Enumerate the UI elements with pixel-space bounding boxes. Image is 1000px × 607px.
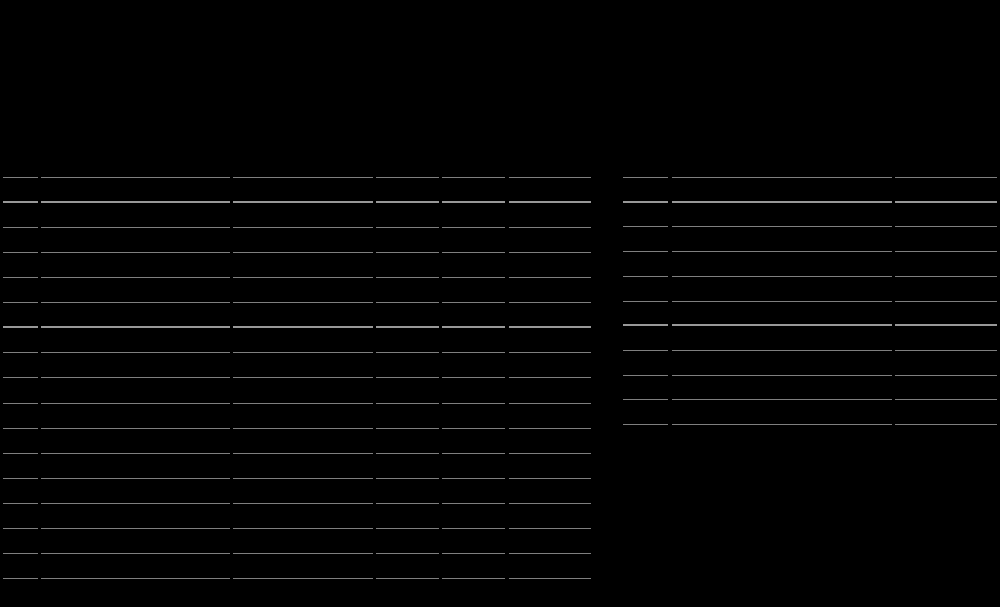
table-rule-segment [233, 277, 373, 278]
table-rule-segment [41, 503, 230, 504]
table-rule-segment [3, 252, 38, 253]
table-rule-segment [623, 324, 668, 326]
table-rule-segment [442, 326, 505, 328]
table-rule-segment [233, 428, 373, 429]
table-rule-segment [376, 377, 439, 378]
table-rule-segment [895, 251, 997, 252]
table-rule-segment [442, 478, 505, 479]
table-rule-segment [895, 177, 997, 178]
table-rule-segment [509, 252, 591, 253]
table-rule-segment [233, 377, 373, 378]
table-rule-segment [623, 399, 668, 400]
table-rule-segment [41, 578, 230, 579]
table-rule-segment [442, 177, 505, 178]
table-rule-segment [442, 352, 505, 353]
table-rule-segment [3, 528, 38, 529]
table-rule-segment [233, 578, 373, 579]
table-rule-segment [623, 201, 668, 203]
table-rule-segment [233, 201, 373, 203]
table-rule-segment [41, 227, 230, 228]
table-rule-segment [509, 277, 591, 278]
table-rule-segment [41, 478, 230, 479]
table-rule-segment [3, 302, 38, 303]
table-rule-segment [509, 352, 591, 353]
table-rule-segment [41, 302, 230, 303]
table-rule-segment [672, 301, 892, 302]
table-rule-segment [672, 276, 892, 277]
table-rule-segment [442, 453, 505, 454]
table-rule-segment [895, 375, 997, 376]
table-rule-segment [233, 453, 373, 454]
table-rule-segment [442, 553, 505, 554]
table-rule-segment [623, 251, 668, 252]
table-rule-segment [233, 553, 373, 554]
table-rule-segment [233, 528, 373, 529]
table-rule-segment [41, 453, 230, 454]
table-rule-segment [3, 503, 38, 504]
table-rule-segment [509, 553, 591, 554]
table-rule-segment [376, 177, 439, 178]
table-rule-segment [3, 428, 38, 429]
table-rule-segment [41, 352, 230, 353]
table-rule-segment [442, 227, 505, 228]
table-rule-segment [672, 424, 892, 425]
table-rule-segment [623, 276, 668, 277]
table-rule-segment [672, 399, 892, 400]
table-rule-segment [376, 453, 439, 454]
table-rule-segment [895, 276, 997, 277]
table-rule-segment [672, 350, 892, 351]
table-rule-segment [509, 201, 591, 203]
table-rule-segment [376, 428, 439, 429]
table-rule-segment [509, 227, 591, 228]
table-rule-segment [3, 352, 38, 353]
table-rule-segment [442, 377, 505, 378]
table-rule-segment [3, 553, 38, 554]
table-rule-segment [3, 326, 38, 328]
table-rule-segment [376, 503, 439, 504]
table-rule-segment [376, 352, 439, 353]
table-rule-segment [509, 428, 591, 429]
table-rule-segment [442, 277, 505, 278]
table-rule-segment [3, 177, 38, 178]
table-rule-segment [3, 403, 38, 404]
table-rule-segment [623, 226, 668, 227]
table-rule-segment [895, 424, 997, 425]
table-rule-segment [623, 424, 668, 425]
table-rule-segment [623, 375, 668, 376]
table-rule-segment [376, 302, 439, 303]
table-rule-segment [672, 226, 892, 227]
table-rule-segment [233, 302, 373, 303]
table-rule-segment [41, 326, 230, 328]
table-rule-segment [623, 177, 668, 178]
table-rule-segment [895, 201, 997, 203]
table-rule-segment [41, 377, 230, 378]
table-rule-segment [41, 553, 230, 554]
table-rule-segment [233, 352, 373, 353]
table-rule-segment [41, 528, 230, 529]
table-rule-segment [41, 277, 230, 278]
table-rule-segment [3, 478, 38, 479]
table-rule-segment [509, 403, 591, 404]
table-rule-segment [376, 277, 439, 278]
table-rule-segment [233, 227, 373, 228]
table-rule-segment [376, 403, 439, 404]
table-rule-segment [376, 528, 439, 529]
table-rule-segment [376, 326, 439, 328]
table-rule-segment [442, 302, 505, 303]
table-rule-segment [509, 578, 591, 579]
table-rule-segment [41, 177, 230, 178]
table-rule-segment [376, 201, 439, 203]
table-rule-segment [509, 377, 591, 378]
table-rule-segment [672, 201, 892, 203]
table-rule-segment [442, 252, 505, 253]
table-rule-segment [3, 578, 38, 579]
table-rule-segment [672, 251, 892, 252]
table-rule-segment [376, 252, 439, 253]
table-rule-segment [233, 252, 373, 253]
table-rule-segment [233, 478, 373, 479]
table-rule-segment [376, 478, 439, 479]
table-rule-segment [623, 301, 668, 302]
table-rule-segment [895, 399, 997, 400]
table-rule-segment [442, 578, 505, 579]
table-rule-segment [233, 326, 373, 328]
table-rule-segment [3, 277, 38, 278]
table-rule-segment [623, 350, 668, 351]
table-rule-segment [233, 503, 373, 504]
table-rule-segment [895, 324, 997, 326]
table-rule-segment [509, 528, 591, 529]
table-rule-segment [509, 177, 591, 178]
table-rule-segment [3, 227, 38, 228]
table-rule-segment [442, 428, 505, 429]
table-rule-segment [442, 528, 505, 529]
table-rule-segment [509, 453, 591, 454]
table-rule-segment [509, 503, 591, 504]
table-rule-segment [41, 428, 230, 429]
table-rule-segment [672, 324, 892, 326]
table-rule-segment [509, 302, 591, 303]
table-rule-segment [376, 553, 439, 554]
table-rule-segment [442, 403, 505, 404]
table-rule-segment [3, 377, 38, 378]
table-rule-segment [442, 201, 505, 203]
table-rule-segment [41, 201, 230, 203]
table-rule-segment [672, 177, 892, 178]
table-rule-segment [895, 350, 997, 351]
table-rule-segment [376, 227, 439, 228]
table-rule-segment [3, 201, 38, 203]
table-rule-segment [233, 403, 373, 404]
table-rule-segment [41, 252, 230, 253]
table-rule-segment [442, 503, 505, 504]
table-rule-segment [41, 403, 230, 404]
table-rule-segment [895, 301, 997, 302]
table-rule-segment [509, 326, 591, 328]
table-rule-segment [672, 375, 892, 376]
table-rule-segment [233, 177, 373, 178]
table-rule-segment [376, 578, 439, 579]
table-rule-segment [3, 453, 38, 454]
table-rule-segment [895, 226, 997, 227]
table-rule-segment [509, 478, 591, 479]
